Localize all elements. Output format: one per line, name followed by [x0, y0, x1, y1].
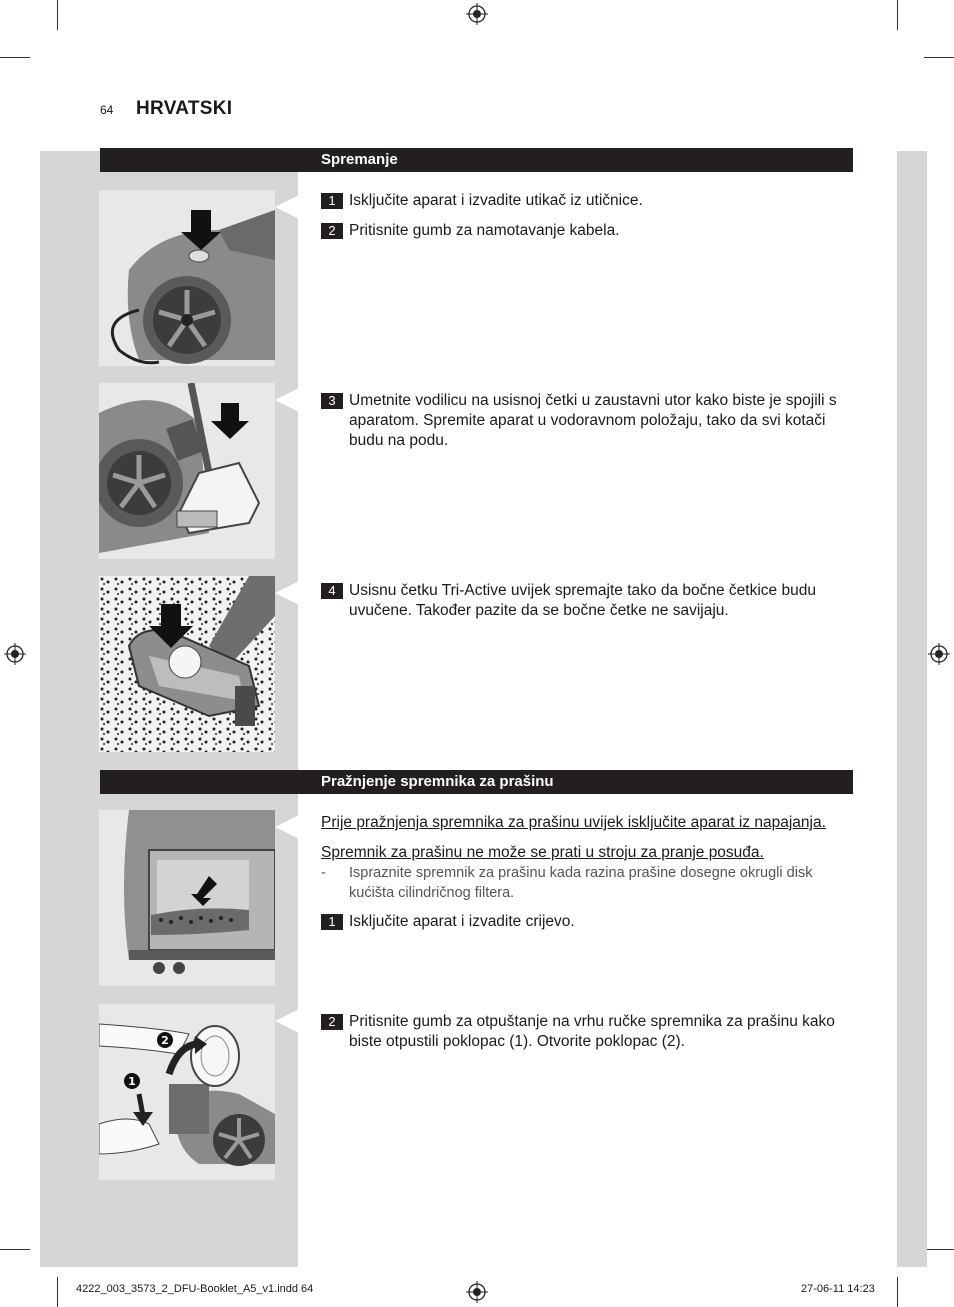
crop-mark [0, 1249, 30, 1250]
step-number: 2 [321, 1014, 343, 1030]
callout-pointer [275, 388, 299, 412]
page-number: 64 [100, 103, 114, 117]
illustration-parking-position [99, 383, 275, 559]
figure-label-two: 2 [161, 1034, 169, 1047]
warning-power [321, 813, 853, 833]
crop-mark [897, 0, 898, 30]
section-header-emptying [100, 770, 853, 794]
step-1 [321, 191, 851, 211]
step-number: 1 [321, 193, 343, 209]
section-header-storage [100, 148, 853, 172]
step-number: 2 [321, 223, 343, 239]
step-3 [321, 391, 851, 451]
step-number: 4 [321, 583, 343, 599]
step-number: 3 [321, 393, 343, 409]
dash-text: Ispraznite spremnik za prašinu kada razina prašine dosegne okrugli disk kućišta cilindričnog filtera. [349, 865, 813, 901]
callout-pointer [275, 1009, 299, 1033]
dash-marker: - [321, 865, 326, 881]
footer-filename: 4222_003_3573_2_DFU-Booklet_A5_v1.indd 64 [76, 1283, 314, 1295]
empty-step-2 [321, 1012, 851, 1052]
step-number: 1 [321, 914, 343, 930]
crop-mark [57, 1277, 58, 1307]
illustration-dust-container [99, 810, 275, 986]
step-text: Usisnu četku Tri-Active uvijek spremajte tako da bočne četkice budu uvučene. Također pazite da se bočne četke ne savijaju. [349, 582, 816, 619]
page-title: HRVATSKI [136, 98, 233, 119]
step-text: Pritisnite gumb za namotavanje kabela. [349, 222, 620, 239]
empty-step-1 [321, 912, 851, 932]
section-title: Pražnjenje spremnika za prašinu [321, 773, 554, 790]
callout-pointer [275, 581, 299, 605]
step-text: Pritisnite gumb za otpuštanje na vrhu ručke spremnika za prašinu kako biste otpustili poklopac (1). Otvorite poklopac (2). [349, 1013, 835, 1050]
callout-pointer [275, 195, 299, 219]
step-text: Umetnite vodilicu na usisnoj četki u zaustavni utor kako biste je spojili s aparatom. Spremite aparat u vodoravnom položaju, tako da svi kotači budu na podu. [349, 392, 837, 449]
registration-mark-icon [4, 643, 26, 665]
right-margin-band [897, 151, 927, 1267]
callout-pointer [275, 815, 299, 839]
dash-note [321, 863, 853, 903]
footer-timestamp: 27-06-11 14:23 [801, 1283, 875, 1295]
step-4 [321, 581, 851, 621]
illustration-cord-rewind [99, 190, 275, 366]
figure-label-one: 1 [128, 1075, 136, 1088]
crop-mark [57, 0, 58, 30]
crop-mark [924, 1249, 954, 1250]
registration-mark-icon [466, 3, 488, 25]
step-text: Isključite aparat i izvadite crijevo. [349, 913, 575, 930]
illustration-tri-active-nozzle [99, 576, 275, 752]
registration-mark-icon [466, 1281, 488, 1303]
crop-mark [924, 57, 954, 58]
step-2 [321, 221, 851, 241]
warning-text: Prije pražnjenja spremnika za prašinu uvijek isključite aparat iz napajanja. [321, 814, 826, 831]
section-title: Spremanje [321, 151, 398, 168]
crop-mark [0, 57, 30, 58]
warning-dishwasher [321, 843, 853, 863]
illustration-release-cover [99, 1004, 275, 1180]
warning-text: Spremnik za prašinu ne može se prati u stroju za pranje posuđa. [321, 844, 764, 861]
step-text: Isključite aparat i izvadite utikač iz utičnice. [349, 192, 643, 209]
crop-mark [897, 1277, 898, 1307]
registration-mark-icon [928, 643, 950, 665]
